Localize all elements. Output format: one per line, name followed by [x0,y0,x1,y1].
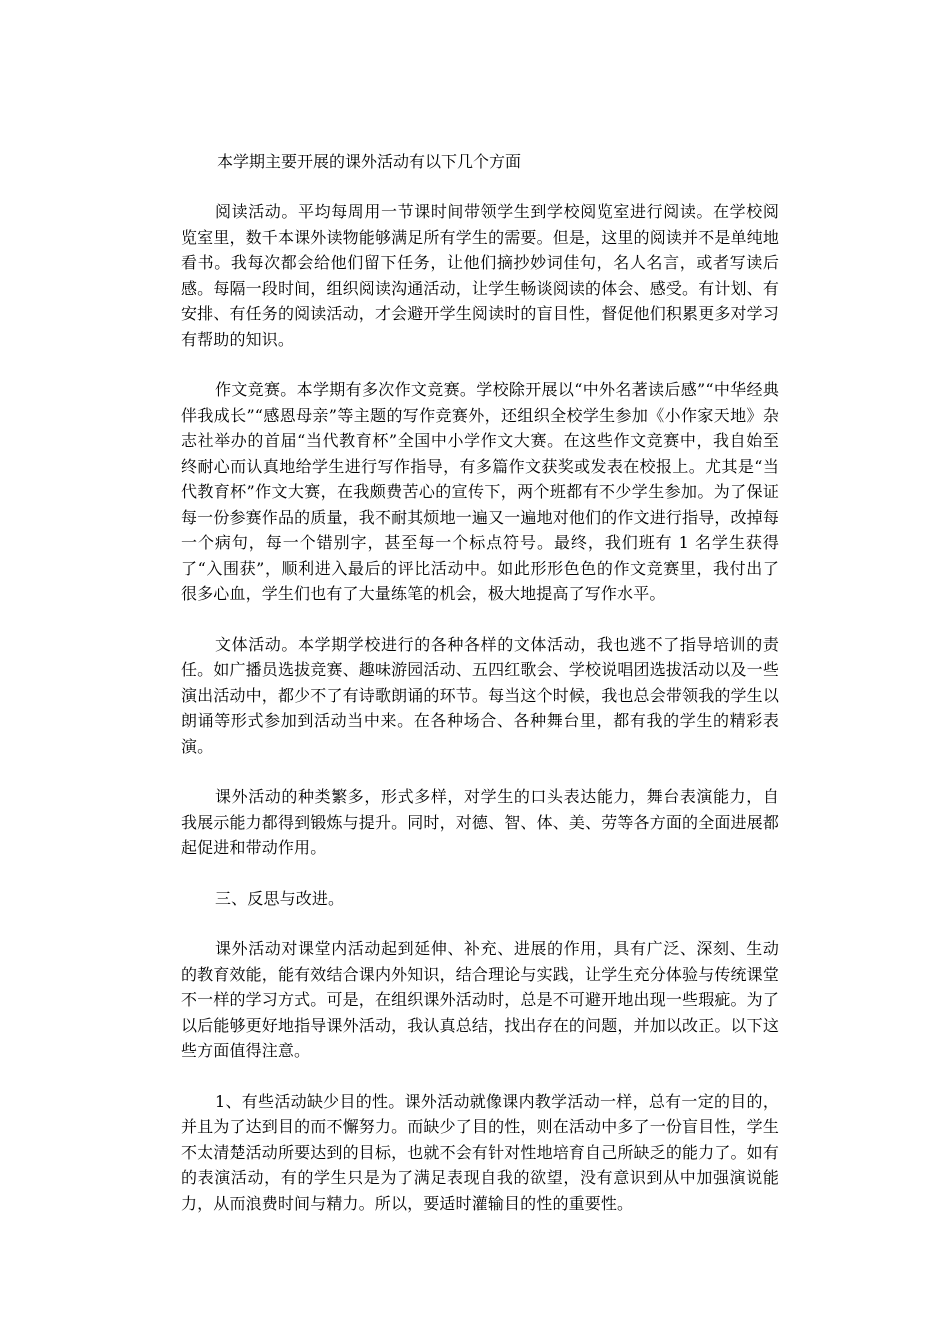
paragraph-reading-activities: 阅读活动。平均每周用一节课时间带领学生到学校阅览室进行阅读。在学校阅览室里，数千本课外读物能够满足所有学生的需要。但是，这里的阅读并不是单纯地看书。我每次都会给他们留下任务，让他们摘抄妙词佳句，名人名言，或者写读后感。每隔一段时间，组织阅读沟通活动，让学生畅谈阅读的体会、感受。有计划、有安排、有任务的阅读活动，才会避开学生阅读时的盲目性，督促他们积累更多对学习有帮助的知识。 [181,202,779,349]
paragraph-issue-1: 1、有些活动缺少目的性。课外活动就像课内教学活动一样，总有一定的目的，并且为了达到目的而不懈努力。而缺少了目的性，则在活动中多了一份盲目性，学生不太清楚活动所要达到的目标，也就不会有针对性地培育自己所缺乏的能力了。如有的表演活动，有的学生只是为了满足表现自我的欲望，没有意识到从中加强演说能力，从而浪费时间与精力。所以，要适时灌输目的性的重要性。 [181,1091,779,1213]
document-page [181,149,779,1241]
paragraph-writing-contests: 作文竞赛。本学期有多次作文竞赛。学校除开展以“中外名著读后感”“中华经典伴我成长”“感恩母亲”等主题的写作竞赛外，还组织全校学生参加《小作家天地》杂志社举办的首届“当代教育杯”全国中小学作文大赛。在这些作文竞赛中，我自始至终耐心而认真地给学生进行写作指导，有多篇作文获奖或发表在校报上。尤其是“当代教育杯”作文大赛，在我颇费苦心的宣传下，两个班都有不少学生参加。为了保证每一份参赛作品的质量，我不耐其烦地一遍又一遍地对他们的作文进行指导，改掉每一个病句，每一个错别字，甚至每一个标点符号。最终，我们班有 1 名学生获得了“入围获”，顺利进入最后的评比活动中。如此形形色色的作文竞赛里，我付出了很多心血，学生们也有了大量练笔的机会，极大地提高了写作水平。 [181,380,779,603]
paragraph-arts-sports-activities: 文体活动。本学期学校进行的各种各样的文体活动，我也逃不了指导培训的责任。如广播员选拔竞赛、趣味游园活动、五四红歌会、学校说唱团选拔活动以及一些演出活动中，都少不了有诗歌朗诵的环节。每当这个时候，我也总会带领我的学生以朗诵等形式参加到活动当中来。在各种场合、各种舞台里，都有我的学生的精彩表演。 [181,634,779,756]
section-heading: 本学期主要开展的课外活动有以下几个方面 [217,152,522,171]
paragraph-reflection-intro: 课外活动对课堂内活动起到延伸、补充、进展的作用，具有广泛、深刻、生动的教育效能，能有效结合课内外知识，结合理论与实践，让学生充分体验与传统课堂不一样的学习方式。可是，在组织课外活动时，总是不可避开地出现一些瑕疵。为了以后能够更好地指导课外活动，我认真总结，找出存在的问题，并加以改正。以下这些方面值得注意。 [181,939,779,1060]
section-heading-reflection: 三、反思与改进。 [215,888,345,908]
paragraph-activities-summary: 课外活动的种类繁多，形式多样，对学生的口头表达能力，舞台表演能力，自我展示能力都得到锻炼与提升。同时，对德、智、体、美、劳等各方面的全面进展都起促进和带动作用。 [181,787,779,857]
